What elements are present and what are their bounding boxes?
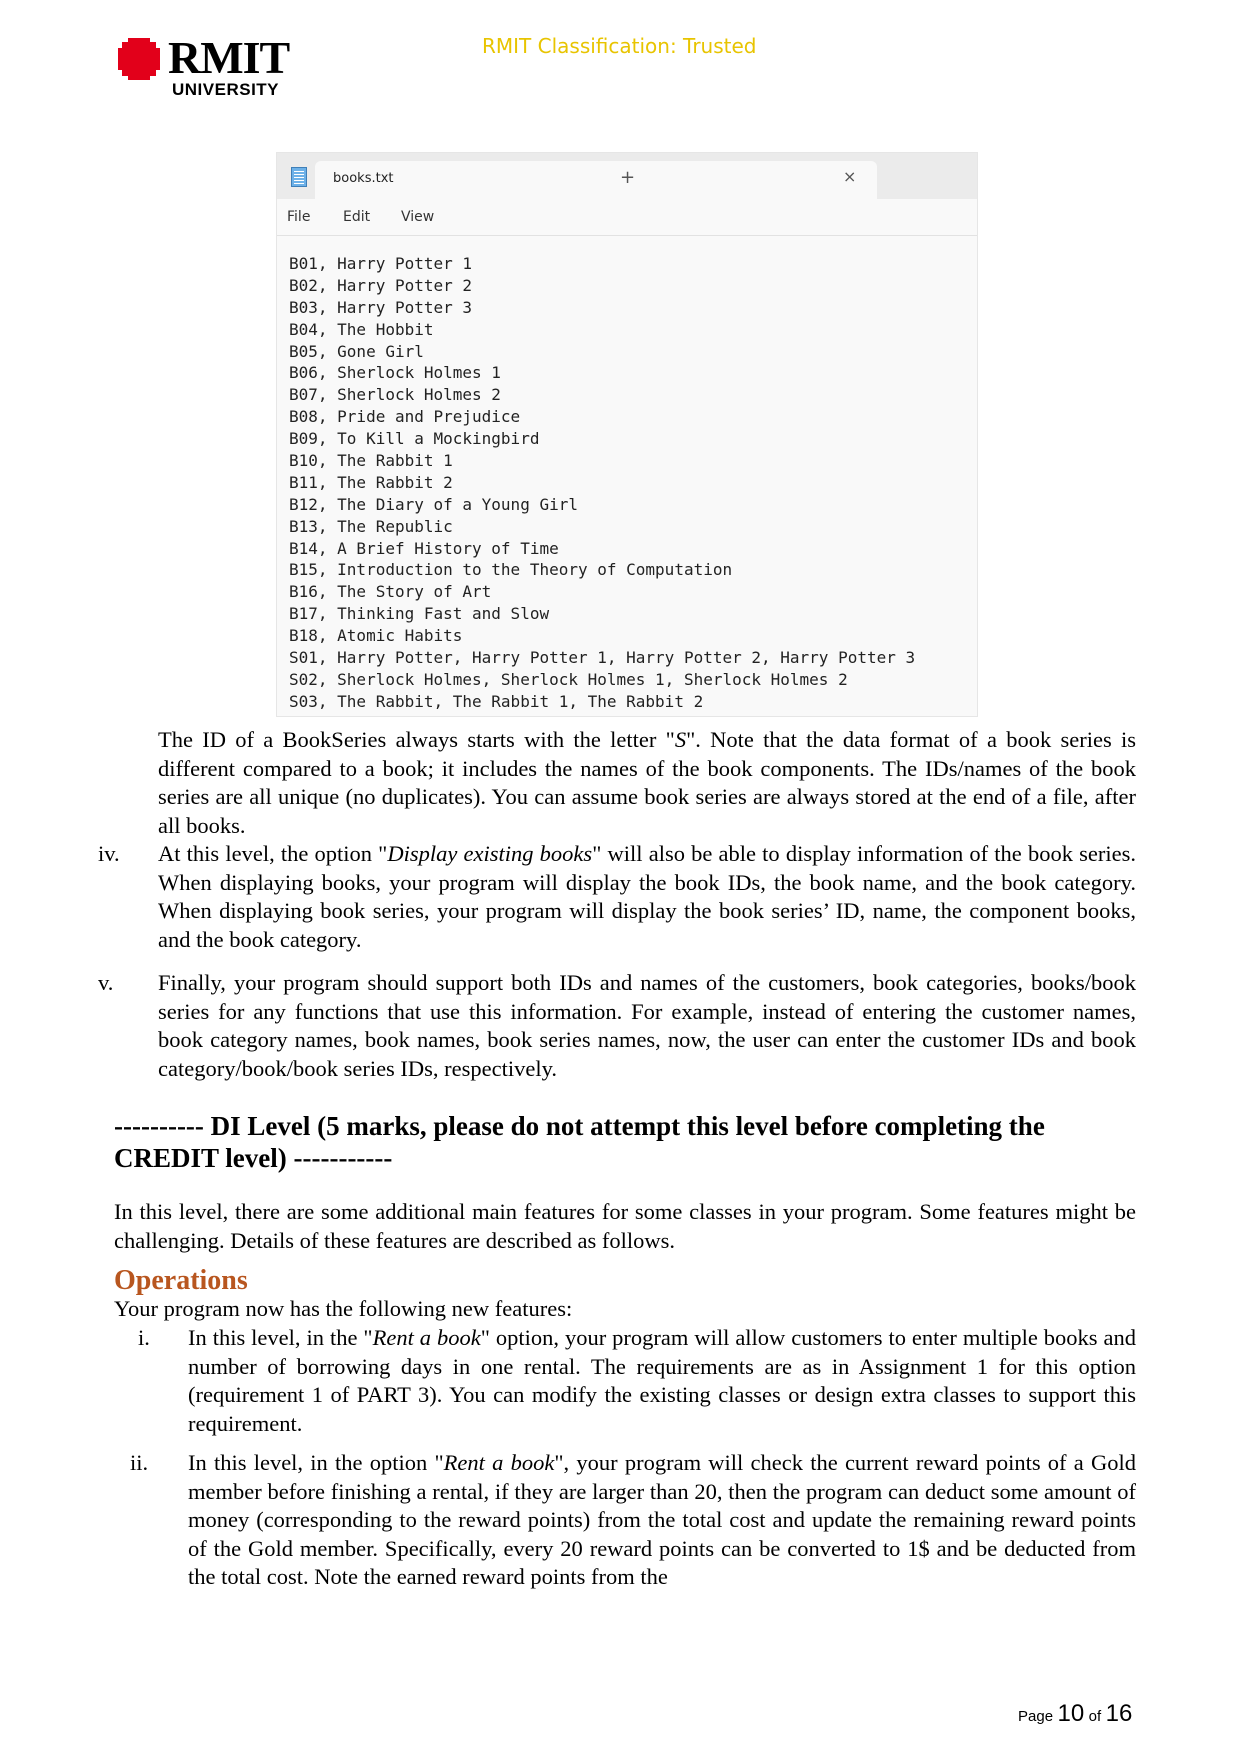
page-word: Page — [1018, 1708, 1054, 1725]
text-line: B10, The Rabbit 1 — [289, 451, 453, 471]
bookseries-paragraph — [158, 726, 1136, 840]
emphasis: S — [674, 727, 687, 752]
operations-heading: Operations — [114, 1265, 248, 1296]
logo-wordmark: RMIT — [168, 32, 290, 83]
list-item-iv — [158, 840, 1136, 954]
menu-file[interactable]: File — [287, 209, 311, 225]
text-line: B13, The Republic — [289, 516, 453, 536]
text-run: In this level, in the " — [188, 1325, 373, 1350]
text-line: S03, The Rabbit, The Rabbit 1, The Rabbit 2 — [289, 691, 704, 711]
di-level-heading: ---------- DI Level (5 marks, please do not attempt this level before completing the CREDIT level) ----------- — [114, 1111, 1045, 1173]
text-run: " option, your program will allow customers to enter multiple books and number of borrowing days in one rental. The requirements are as in Assignment 1 for this option (requirement 1 of PART 3). You can modify the existing classes or design extra classes to support this requirement. — [188, 1325, 1137, 1436]
page-total: 16 — [1105, 1700, 1133, 1727]
text-line: B18, Atomic Habits — [289, 626, 463, 646]
text-line: S01, Harry Potter, Harry Potter 1, Harry Potter 2, Harry Potter 3 — [289, 648, 916, 668]
di-intro-paragraph: In this level, there are some additional main features for some classes in your program. Some features might be challenging. Details of these features are described as follows. — [114, 1199, 1136, 1253]
notepad-titlebar — [277, 153, 977, 199]
text-line: B09, To Kill a Mockingbird — [289, 429, 540, 449]
text-run: ", your program will check the current reward points of a Gold member before finishing a rental, if they are larger than 20, then the program can deduct some amount of money (corresponding to the reward points) from the total cost and update the remaining reward points of the Gold member. Specifically, every 20 reward points can be converted to 1$ and be deducted from the total cost. Note the earned reward points from the — [188, 1450, 1136, 1589]
notepad-tab[interactable] — [315, 161, 877, 199]
text-line: B02, Harry Potter 2 — [289, 275, 473, 295]
text-line: B12, The Diary of a Young Girl — [289, 494, 578, 514]
text-line: B11, The Rabbit 2 — [289, 472, 453, 492]
text-line: B15, Introduction to the Theory of Computation — [289, 560, 733, 580]
list-item-v: Finally, your program should support both IDs and names of the customers, book categories, books/book series for any functions that use this information. For example, instead of entering the customer names, book category names, book names, book series names, now, the user can enter the customer IDs and book category/book/book series IDs, respectively. — [158, 970, 1136, 1081]
emphasis: Rent a book — [372, 1325, 481, 1350]
text-line: B04, The Hobbit — [289, 319, 434, 339]
features-intro: Your program now has the following new features: — [114, 1296, 573, 1321]
notepad-screenshot — [276, 152, 978, 717]
text-line: B08, Pride and Prejudice — [289, 407, 521, 427]
page-current: 10 — [1057, 1700, 1085, 1727]
text-line: B16, The Story of Art — [289, 582, 492, 602]
page-number — [1018, 1700, 1132, 1728]
menu-view[interactable]: View — [401, 209, 435, 225]
rmit-pixel-logo-icon — [118, 38, 160, 80]
text-line: S02, Sherlock Holmes, Sherlock Holmes 1, Sherlock Holmes 2 — [289, 669, 848, 689]
list-number-v: v. — [98, 970, 114, 995]
list-item-ii — [188, 1449, 1136, 1592]
text-line: B07, Sherlock Holmes 2 — [289, 385, 501, 405]
text-run: At this level, the option " — [158, 841, 388, 866]
text-line: B01, Harry Potter 1 — [289, 254, 473, 273]
text-run: The ID of a BookSeries always starts with the letter " — [158, 727, 675, 752]
close-tab-icon[interactable]: × — [843, 167, 857, 186]
emphasis: Display existing books — [387, 841, 593, 866]
menu-edit[interactable]: Edit — [343, 209, 371, 225]
list-number-iv: iv. — [98, 841, 120, 866]
classification-label: RMIT Classification: Trusted — [482, 34, 757, 58]
text-line: B03, Harry Potter 3 — [289, 297, 473, 317]
emphasis: Rent a book — [443, 1450, 555, 1475]
list-number-ii: ii. — [130, 1450, 149, 1475]
logo-subtitle: UNIVERSITY — [172, 80, 280, 99]
tab-title: books.txt — [333, 171, 394, 186]
text-run: " will also be able to display information of the book series. When displaying books, your program will display the book IDs, the book name, and the book category. When displaying book series, your program will display the book series’ ID, name, the component books, and the book category. — [158, 841, 1136, 952]
text-line: B14, A Brief History of Time — [289, 538, 559, 558]
text-run: In this level, in the option " — [188, 1450, 444, 1475]
list-number-i: i. — [138, 1325, 150, 1350]
rmit-logo — [118, 34, 308, 104]
notepad-file-icon — [291, 167, 307, 187]
text-line: B05, Gone Girl — [289, 341, 424, 361]
of-word: of — [1088, 1708, 1102, 1725]
list-item-i — [188, 1324, 1136, 1438]
notepad-text-content[interactable] — [289, 253, 915, 713]
notepad-menu-bar — [277, 199, 977, 236]
text-line: B06, Sherlock Holmes 1 — [289, 363, 501, 383]
text-line: B17, Thinking Fast and Slow — [289, 604, 550, 624]
text-run: ". Note that the data format of a book series is different compared to a book; it includes the names of the book components. The IDs/names of the book series are all unique (no duplicates). You can assume book series are always stored at the end of a file, after all books. — [158, 727, 1137, 838]
new-tab-icon[interactable]: + — [620, 167, 636, 188]
